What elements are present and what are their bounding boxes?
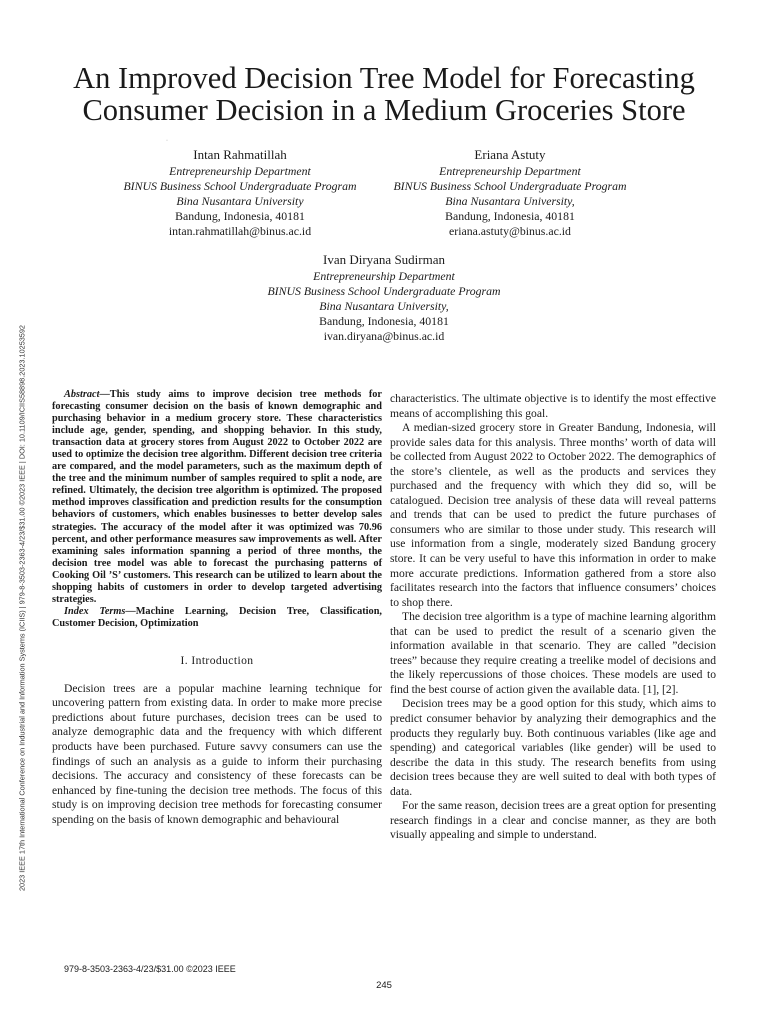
left-column [52,389,382,827]
body-paragraph: The decision tree algorithm is a type of machine learning algorithm that can be used to predict the result of a scenario given the information available in that scenario. They are called ”decision trees” because they require creating a treelike model of decisions and the likely repercussions of those choices. These models are used to find the best course of action given the available data. [1], [2]. [390,610,716,696]
author-location: Bandung, Indonesia, 40181 [175,209,305,223]
section-heading: I. Introduction [180,653,254,667]
footnote-mark: · [166,138,168,144]
abstract-lead: Abstract [64,389,100,400]
author-email[interactable]: intan.rahmatillah@binus.ac.id [168,224,312,238]
page-number: 245 [376,980,392,991]
copyright-footer: 979-8-3503-2363-4/23/$31.00 ©2023 IEEE [64,964,236,974]
body-paragraph: Decision trees may be a good option for this study, which aims to predict consumer behavior by analyzing their demographics and the products they regularly buy. Both continuous variables (like age and spending) and categorical variables (like gender) will be used to describe the data in this study. The research benefits from using decision trees because they are well suited to deal with both types of data. [390,697,716,798]
body-paragraph: For the same reason, decision trees are a great option for presenting research findings in a clear and concise manner, as they are both visually appealing and simple to understand. [390,799,716,842]
author-program: BINUS Business School Undergraduate Program [393,179,627,193]
author-university: Bina Nusantara University [176,194,304,208]
author-name: Intan Rahmatillah [193,147,287,162]
author-university: Bina Nusantara University, [445,194,575,208]
body-paragraph: Decision trees are a popular machine learning technique for uncovering pattern from existing data. In order to make more precise predictions about future purchases, decision trees can be used to analyze demographic data and the frequency with which different products have been purchased. Future savvy consumers can use the findings of such an analysis as a guide to inform their purchasing decisions. The accuracy and consistency of these forecasts can be enhanced by fine-tuning the decision tree methods. The focus of this study is on improving decision tree methods for forecasting consumer spending on the basis of known demographic and behavioural [52,681,382,826]
body-paragraph: A median-sized grocery store in Greater Bandung, Indonesia, will provide sales data for this analysis. Three months’ worth of data will be collected from August 2022 to October 2022. The demographics of the store’s clientele, as well as the products and services they purchased and the frequency with which they did so, will be catalogued. Decision tree analysis of these data will reveal patterns and trends that can be used to predict the future purchases of consumers who are similar to those under study. This research will use information from a single, moderately sized Bandung grocery store. It can be very useful to have this information in order to make more accurate predictions. Information gathered from a store also facilitates research into the factors that influence consumers’ choices to shop there. [390,421,716,609]
body-paragraph-continuation: characteristics. The ultimate objective is to identify the most effective means of accomplishing this goal. [390,392,716,420]
author-location: Bandung, Indonesia, 40181 [445,209,575,223]
author-block-2 [340,146,680,239]
author-name: Eriana Astuty [474,147,546,162]
index-terms [52,606,382,630]
conference-side-note: 2023 IEEE 17th International Conference on Industrial and Information Systems (ICIIS) | 979-8-3503-2363-4/23/$31.00 ©2023 IEEE | DOI: 10.1109/ICIIS58898.2023.10253592 [17,325,27,891]
paper-title: An Improved Decision Tree Model for Forecasting Consumer Decision in a Medium Groceries Store [73,61,695,127]
author-email[interactable]: ivan.diryana@binus.ac.id [323,329,445,343]
abstract-text: —This study aims to improve decision tree methods for forecasting consumer decision on the basis of known demographic and purchasing behavior in a medium grocery store. These characteristics include age, gender, spending, and shopping behavior. In this study, transaction data at grocery stores from August 2022 to October 2022 are used to optimize the decision tree algorithm. Different decision tree criteria are compared, and the model parameters, such as the maximum depth of the tree and the minimum number of samples required to split a node, are refined. Ultimately, the decision tree algorithm is optimized. The proposed method improves classification and prediction results for the consumption behaviors of customers, which enables businesses to better develop sales strategies. The accuracy of the model after it was optimized was 70.96 percent, and other performance measures saw improvements as well. After examining sales information spanning a period of three months, the decision tree model was able to forecast the purchasing patterns of Cooking Oil ’S’ customers. This research can be utilized to learn about the shopping habits of customers in order to develop targeted advertising strategies. [52,389,382,605]
index-terms-lead: Index Terms [64,605,126,617]
right-column [390,392,716,843]
abstract [52,389,382,606]
author-department: Entrepreneurship Department [169,164,311,178]
author-program: BINUS Business School Undergraduate Program [123,179,357,193]
author-university: Bina Nusantara University, [319,299,449,313]
index-terms-text: —Machine Learning, Decision Tree, Classification, Customer Decision, Optimization [52,605,382,629]
author-block-3 [214,251,554,344]
author-email[interactable]: eriana.astuty@binus.ac.id [449,224,571,238]
author-location: Bandung, Indonesia, 40181 [319,314,449,328]
author-program: BINUS Business School Undergraduate Program [267,284,501,298]
author-name: Ivan Diryana Sudirman [322,252,446,267]
author-department: Entrepreneurship Department [439,164,581,178]
author-department: Entrepreneurship Department [313,269,455,283]
